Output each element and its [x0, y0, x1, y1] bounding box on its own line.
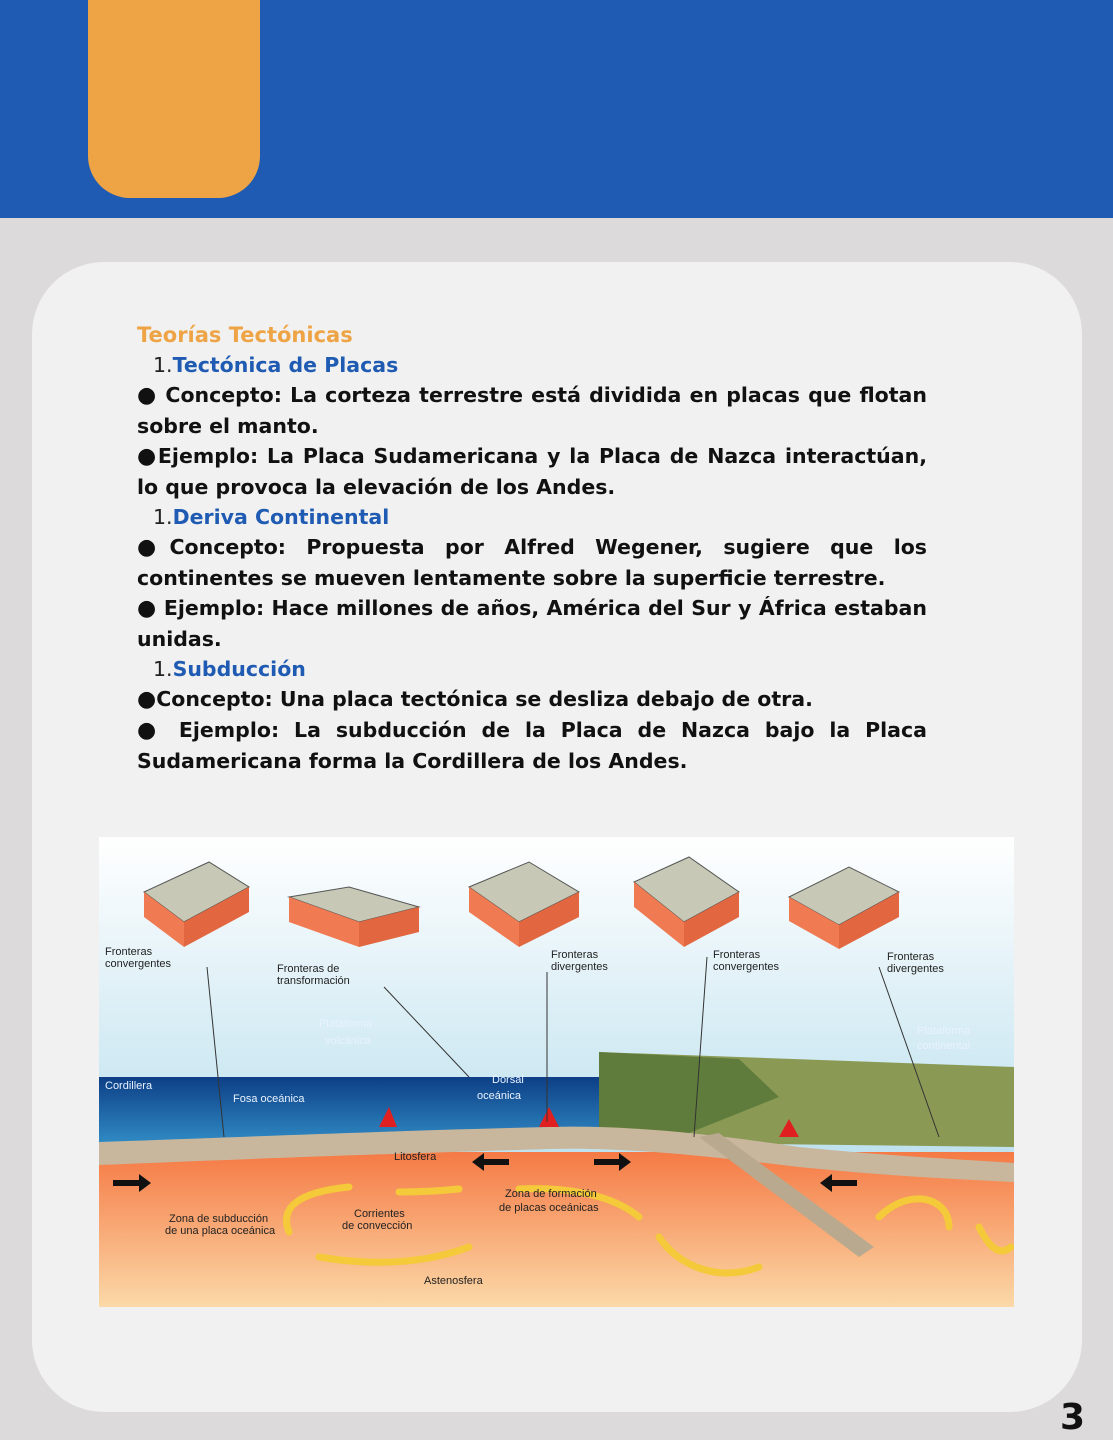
header-tab: [88, 0, 260, 198]
subtitle-subduccion: 1.Subducción: [153, 657, 306, 681]
label-dorsal: Dorsal: [492, 1074, 524, 1086]
label-divergentes-2b: divergentes: [887, 963, 944, 975]
section-heading: Teorías Tectónicas: [137, 323, 353, 347]
label-zona-subduccion: Zona de subducción: [169, 1213, 269, 1225]
label-litosfera: Litosfera: [394, 1151, 437, 1163]
list-item: ● Ejemplo: La subducción de la Placa de Nazca bajo la Placa Sudamericana forma la Cordillera de los Andes.: [137, 718, 927, 773]
diagram-svg: [99, 837, 1014, 1307]
label-zona-subduccion-b: de una placa oceánica: [165, 1225, 276, 1237]
label-corrientes: Corrientes: [354, 1208, 405, 1220]
label-convergentes-2: Fronteras: [713, 949, 761, 961]
label-convergentes-1: Fronteras: [105, 946, 153, 958]
subtitle-placas: 1.Tectónica de Placas: [153, 353, 399, 377]
label-convergentes-2b: convergentes: [713, 961, 780, 973]
plate-tectonics-diagram: [99, 837, 1014, 1307]
page-number: 3: [1059, 1397, 1085, 1438]
label-transformacion-b: transformación: [277, 975, 350, 987]
label-convergentes-1b: convergentes: [105, 958, 172, 970]
label-plataforma-volcanica: Plataforma: [319, 1018, 373, 1030]
label-astenosfera: Astenosfera: [424, 1275, 483, 1287]
list-item: ●Concepto: Propuesta por Alfred Wegener, sugiere que los continentes se mueven lentamente sobre la superficie terrestre.: [137, 535, 928, 590]
label-dorsal-b: oceánica: [477, 1090, 522, 1102]
list-item: ●Ejemplo: La Placa Sudamericana y la Placa de Nazca interactúan, lo que provoca la elevación de los Andes.: [137, 444, 927, 499]
label-divergentes-1b: divergentes: [551, 961, 608, 973]
label-fosa: Fosa oceánica: [233, 1093, 305, 1105]
list-item: ● Concepto: La corteza terrestre está dividida en placas que flotan sobre el manto.: [137, 383, 927, 438]
bullet-icon: ●: [137, 687, 157, 712]
label-corrientes-b: de convección: [342, 1220, 413, 1232]
label-zona-formacion: Zona de formación: [505, 1188, 597, 1200]
bullet-icon: ●: [137, 596, 157, 621]
label-plataforma-continental-b: continental: [917, 1040, 971, 1052]
bullet-icon: ●: [137, 718, 164, 743]
label-plataforma-volcanica-b: volcánica: [325, 1035, 371, 1047]
label-divergentes-2: Fronteras: [887, 951, 935, 963]
text-content: [137, 320, 927, 776]
list-item: ● Ejemplo: Hace millones de años, América del Sur y África estaban unidas.: [137, 596, 927, 651]
list-item: ●Concepto: Una placa tectónica se desliza debajo de otra.: [137, 687, 813, 712]
bullet-icon: ●: [137, 535, 170, 560]
label-plataforma-continental: Plataforma: [917, 1025, 971, 1037]
label-transformacion: Fronteras de: [277, 963, 340, 975]
bullet-icon: ●: [137, 383, 158, 408]
label-divergentes-1: Fronteras: [551, 949, 599, 961]
label-zona-formacion-b: de placas oceánicas: [499, 1202, 599, 1214]
bullet-icon: ●: [137, 444, 158, 469]
subtitle-deriva: 1.Deriva Continental: [153, 505, 390, 529]
label-cordillera: Cordillera: [105, 1080, 153, 1092]
